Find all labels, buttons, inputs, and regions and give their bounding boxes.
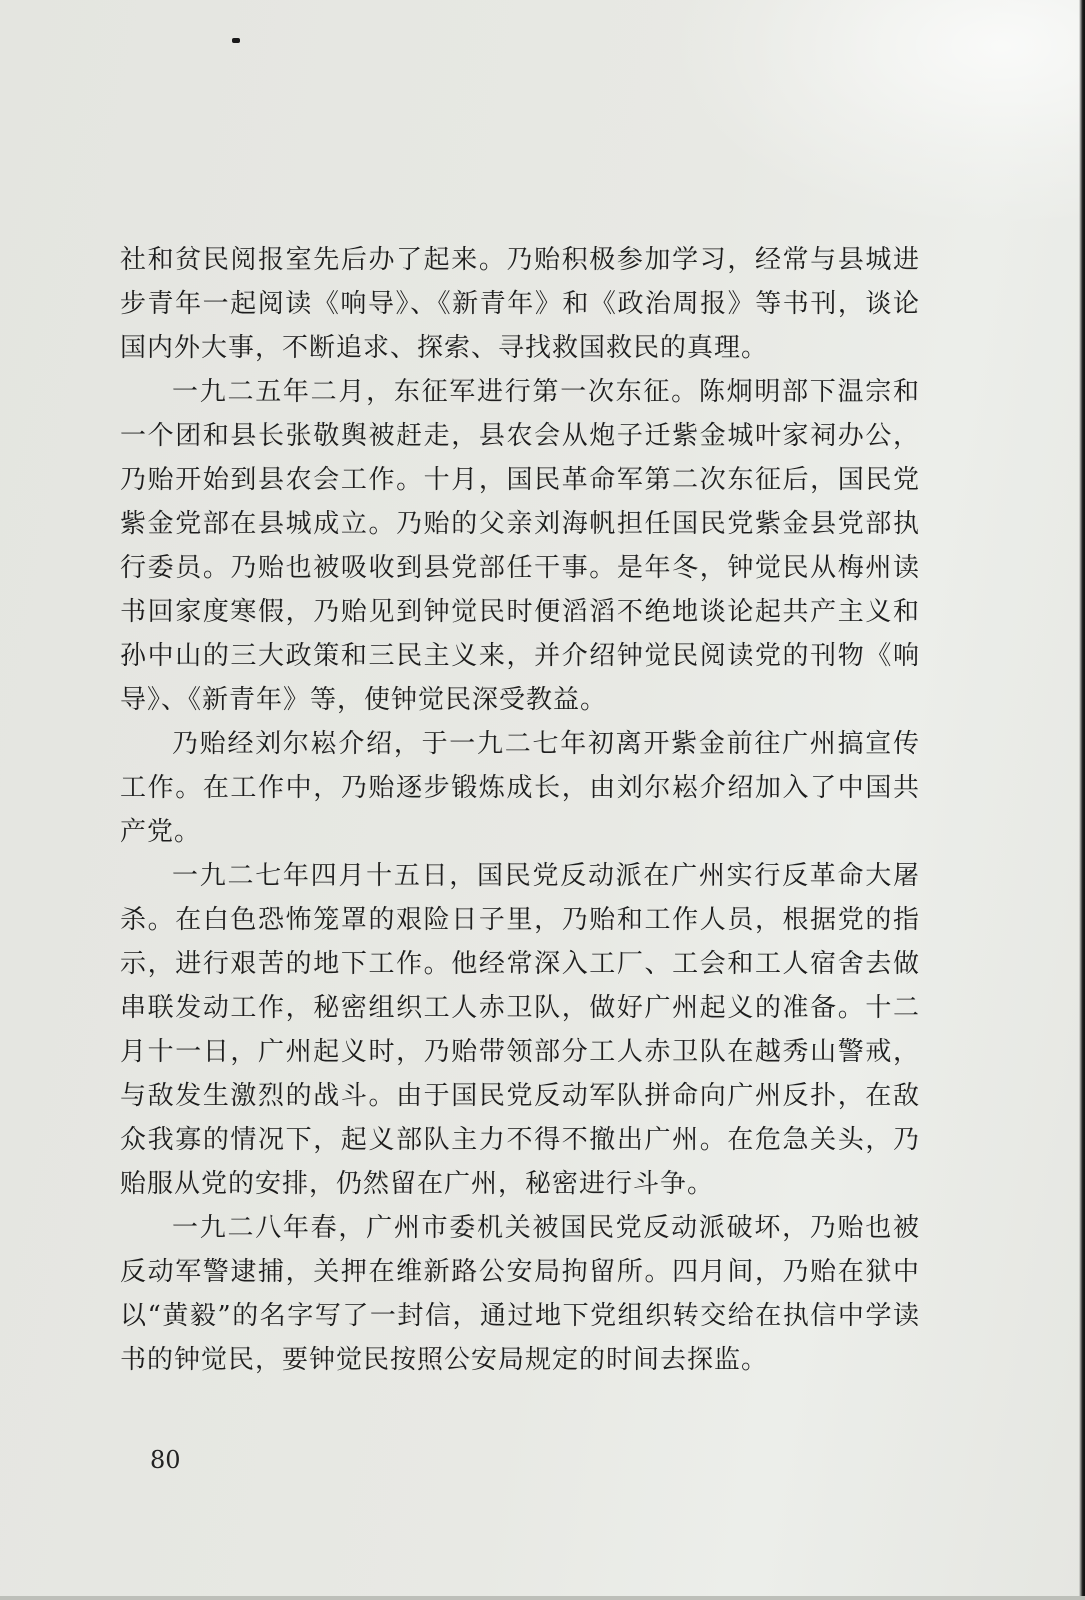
paragraph: 一九二八年春，广州市委机关被国民党反动派破坏，乃贻也被反动军警逮捕，关押在维新路公安局拘留所。四月间，乃贻在狱中以“黄毅”的名字写了一封信，通过地下党组织转交给在执信中学读书的钟觉民，要钟觉民按照公安局规定的时间去探监。: [120, 1213, 920, 1375]
page-number: 80: [150, 1446, 181, 1474]
paragraph: 一九二五年二月，东征军进行第一次东征。陈炯明部下温宗和一个团和县长张敬舆被赶走，县农会从炮子迁紫金城叶家祠办公，乃贻开始到县农会工作。十月，国民革命军第二次东征后，国民党紫金党部在县城成立。乃贻的父亲刘海帆担任国民党紫金县党部执行委员。乃贻也被吸收到县党部任干事。是年冬，钟觉民从梅州读书回家度寒假，乃贻见到钟觉民时便滔滔不绝地谈论起共产主义和孙中山的三大政策和三民主义来，并介绍钟觉民阅读党的刊物《响导》、《新青年》等，使钟觉民深受教益。: [120, 377, 920, 715]
scan-edge-shadow: [1079, 0, 1085, 1600]
scan-bottom-edge: [0, 1596, 1085, 1600]
ink-speck: [232, 38, 240, 43]
paragraph: 一九二七年四月十五日，国民党反动派在广州实行反革命大屠杀。在白色恐怖笼罩的艰险日子里，乃贻和工作人员，根据党的指示，进行艰苦的地下工作。他经常深入工厂、工会和工人宿舍去做串联发动工作，秘密组织工人赤卫队，做好广州起义的准备。十二月十一日，广州起义时，乃贻带领部分工人赤卫队在越秀山警戒，与敌发生激烈的战斗。由于国民党反动军队拼命向广州反扑，在敌众我寡的情况下，起义部队主力不得不撤出广州。在危急关头，乃贻服从党的安排，仍然留在广州，秘密进行斗争。: [120, 861, 920, 1199]
body-text: [120, 238, 920, 1382]
paragraph: 乃贻经刘尔崧介绍，于一九二七年初离开紫金前往广州搞宣传工作。在工作中，乃贻逐步锻炼成长，由刘尔崧介绍加入了中国共产党。: [120, 729, 920, 847]
paper-glare: [665, 0, 1085, 230]
paragraph-continued: 社和贫民阅报室先后办了起来。乃贻积极参加学习，经常与县城进步青年一起阅读《响导》、《新青年》和《政治周报》等书刊，谈论国内外大事，不断追求、探索、寻找救国救民的真理。: [120, 245, 920, 363]
